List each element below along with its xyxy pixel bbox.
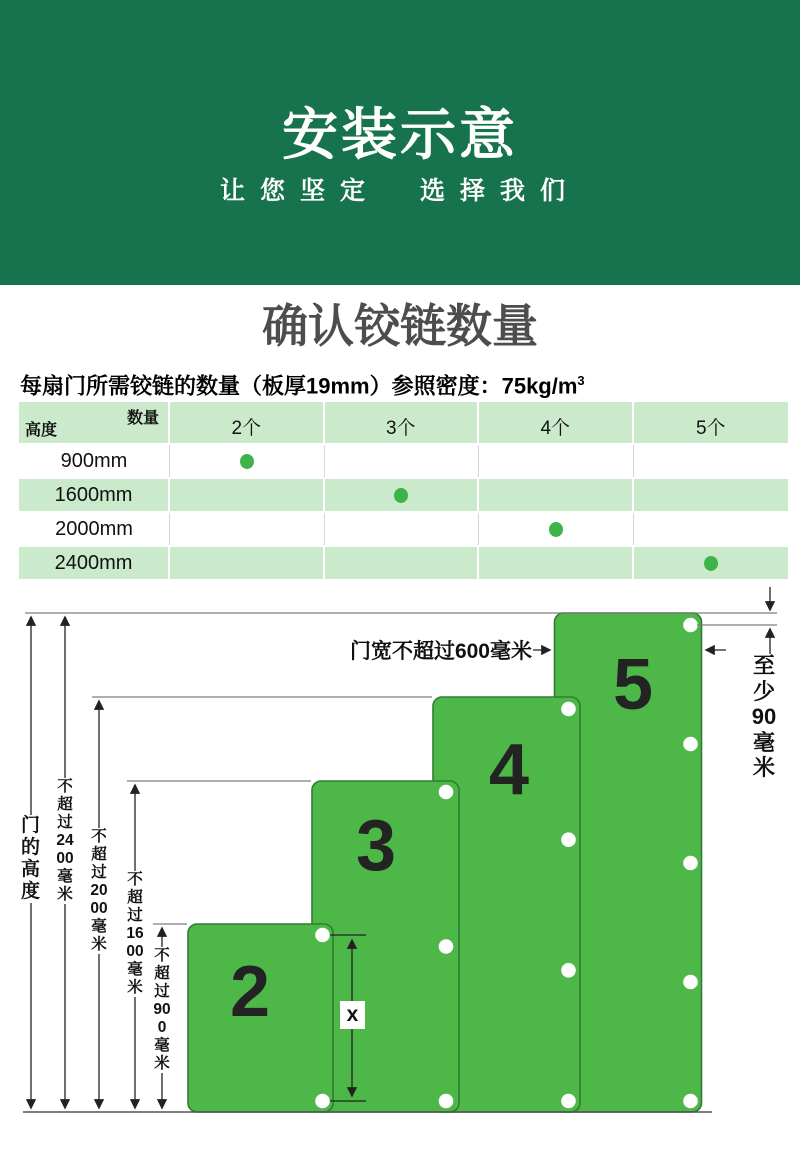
column-header: 5个 [695, 418, 726, 439]
hinge-dot [683, 856, 698, 871]
hinge-count-dot [549, 522, 563, 537]
hinge-dot [683, 618, 698, 633]
row-header: 2400mm [19, 547, 170, 579]
section-title: 确认铰链数量 [262, 300, 538, 352]
panel-number-3: 3 [355, 806, 397, 886]
dim-label-2000mm: 不超过2000毫米 [90, 828, 108, 953]
hinge-dot [315, 1094, 330, 1109]
hinge-dot [683, 975, 698, 990]
dim-label-2400mm: 不超过2400毫米 [56, 778, 74, 903]
panel-number-2: 2 [229, 952, 271, 1032]
table-row [19, 479, 788, 511]
hinge-dot [561, 963, 576, 978]
corner-label-quantity: 数量 [126, 410, 159, 427]
corner-label-height: 高度 [25, 422, 58, 439]
hinge-dot [439, 939, 454, 954]
column-header: 4个 [479, 402, 634, 443]
dim-label-1600mm: 不超过1600毫米 [126, 871, 144, 996]
table-row [19, 445, 788, 477]
spec-note-superscript: 3 [577, 373, 585, 388]
spec-note [20, 367, 780, 399]
hinge-dot [439, 785, 454, 800]
dim-label-900mm: 不超过900毫米 [153, 947, 171, 1072]
page-tagline: 让您坚定 选择我们 [219, 177, 580, 205]
hinge-dot [561, 832, 576, 847]
hinge-table [19, 402, 788, 581]
hinge-count-dot [240, 454, 254, 469]
table-corner-cell [19, 402, 170, 443]
header-banner [0, 0, 800, 285]
table-header-row [19, 402, 788, 443]
hinge-dot [561, 702, 576, 717]
spec-note-text: 每扇门所需铰链的数量（板厚19mm）参照密度：75kg/m [20, 373, 578, 399]
row-header: 2000mm [19, 513, 170, 545]
table-row [19, 513, 788, 545]
page-title: 安装示意 [282, 103, 518, 166]
row-header: 900mm [19, 445, 170, 477]
hinge-dot [315, 928, 330, 943]
door-width-label: 门宽不超过600毫米 [349, 640, 532, 663]
table-row [19, 547, 788, 579]
hinge-dot [683, 737, 698, 752]
hinge-count-dot [394, 488, 408, 503]
hinge-dot [683, 1094, 698, 1109]
column-header: 2个 [170, 402, 325, 443]
hinge-dot [561, 1094, 576, 1109]
door-height-label: 门的高度 [20, 815, 40, 903]
panel-number-4: 4 [488, 730, 530, 810]
min-edge-distance-label: 至少90毫米 [751, 653, 777, 781]
hinge-dot [439, 1094, 454, 1109]
column-header: 3个 [325, 402, 480, 443]
hinge-count-dot [704, 556, 718, 571]
row-header: 1600mm [19, 479, 170, 511]
panel-number-5: 5 [612, 645, 654, 725]
hinge-spacing-x-label: x [340, 1001, 365, 1029]
